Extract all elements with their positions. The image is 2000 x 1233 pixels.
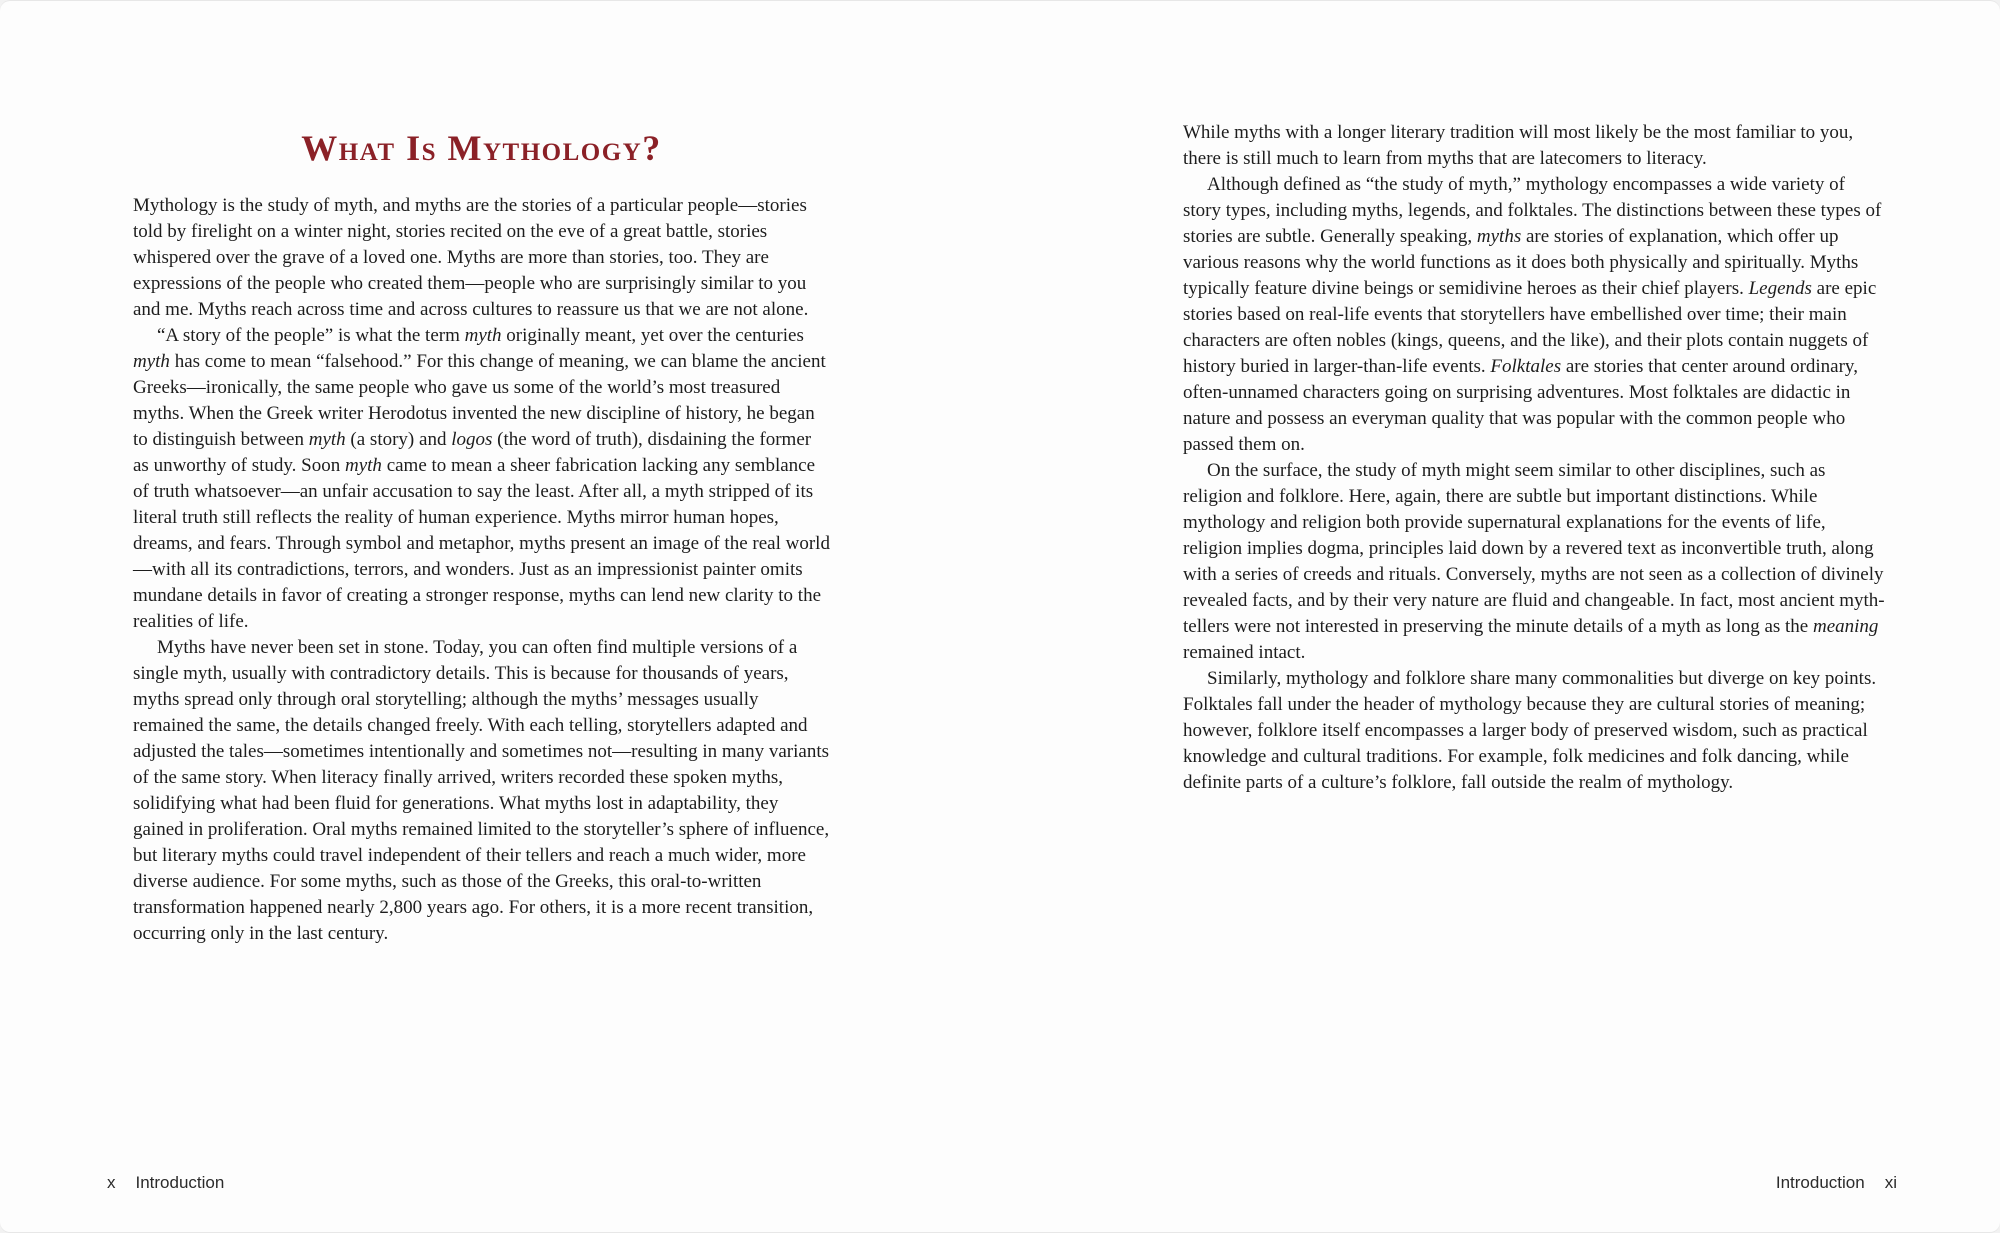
right-page-body <box>1183 120 1885 796</box>
text-segment: “A story of the people” is what the term <box>157 325 465 347</box>
text-segment: myth <box>308 429 346 451</box>
left-page-footer <box>107 1173 224 1193</box>
text-segment: myth <box>133 351 170 373</box>
text-segment: came to mean a sheer fabrication lacking any semblance of truth whatsoever—an unfair accusation to say the least. After all, a myth stripped of its literal truth still reflects the reality of human experience. Myths mirror human hopes, dreams, and fears. Through symbol and metaphor, myths present an image of the real world—with all its contradictions, terrors, and wonders. Just as an impressionist painter omits mundane details in favor of creating a stronger response, myths can lend new clarity to the realities of life. <box>133 455 830 633</box>
chapter-label: Introduction <box>1775 1173 1865 1192</box>
text-segment: are epic stories based on real-life events that storytellers have embellished over time; their main characters are often nobles (kings, queens, and the like), and their plots contain nuggets of history buried in larger-than-life events. <box>1183 278 1877 377</box>
text-segment: Myths have never been set in stone. Today, you can often find multiple versions of a single myth, usually with contradictory details. This is because for thousands of years, myths spread only through oral storytelling; although the myths’ messages usually remained the same, the details changed freely. With each telling, storytellers adapted and adjusted the tales—sometimes intentionally and sometimes not—resulting in many variants of the same story. When literacy finally arrived, writers recorded these spoken myths, solidifying what had been fluid for generations. What myths lost in adaptability, they gained in proliferation. Oral myths remained limited to the storyteller’s sphere of influence, but literary myths could travel independent of their tellers and reach a much wider, more diverse audience. For some myths, such as those of the Greeks, this oral-to-written transformation happened nearly 2,800 years ago. For others, it is a more recent transition, occurring only in the last century. <box>133 637 830 945</box>
text-segment: are stories of explanation, which offer up various reasons why the world functions as it does both physically and spiritually. Myths typically feature divine beings or semidivine heroes as their chief players. <box>1183 226 1859 299</box>
left-page <box>133 0 830 947</box>
text-segment: meaning <box>1813 616 1879 637</box>
text-segment: are stories that center around ordinary, often-unnamed characters going on surprising adventures. Most folktales are didactic in nature and possess an everyman quality that was popular with the common people who passed them on. <box>1183 356 1858 455</box>
text-segment: Folktales <box>1490 356 1562 377</box>
right-page-footer <box>1776 1173 1897 1193</box>
page-number: xi <box>1884 1173 1897 1192</box>
text-segment: remained intact. <box>1183 642 1306 663</box>
text-segment: myth <box>345 455 382 477</box>
page-number: x <box>107 1173 116 1192</box>
paragraph <box>1183 666 1885 796</box>
text-segment: has come to mean “falsehood.” For this change of meaning, we can blame the ancient Greeks—ironically, the same people who gave us some of the world’s most treasured myths. When the Greek writer Herodotus invented the new discipline of history, he began to distinguish between <box>133 351 826 451</box>
left-page-body <box>133 193 830 947</box>
paragraph <box>133 635 830 947</box>
paragraph <box>1183 172 1885 458</box>
paragraph <box>133 323 830 635</box>
paragraph <box>1183 458 1885 666</box>
paragraph <box>133 193 830 323</box>
chapter-title: What Is Mythology? <box>301 128 662 168</box>
right-page <box>1183 0 1885 796</box>
text-segment: (a story) and <box>345 429 452 451</box>
chapter-label: Introduction <box>135 1173 225 1192</box>
text-segment: myth <box>464 325 502 347</box>
paragraph <box>1183 120 1885 172</box>
text-segment: myths <box>1476 226 1522 247</box>
text-segment: On the surface, the study of myth might seem similar to other disciplines, such as religion and folklore. Here, again, there are subtle but important distinctions. While mythology and religion both provide supernatural explanations for the events of life, religion implies dogma, principles laid down by a revered text as inconvertible truth, along with a series of creeds and rituals. Conversely, myths are not seen as a collection of divinely revealed facts, and by their very nature are fluid and changeable. In fact, most ancient myth-tellers were not interested in preserving the minute details of a myth as long as the <box>1183 460 1885 637</box>
text-segment: (the word of truth), disdaining the former as unworthy of study. Soon <box>133 429 812 477</box>
text-segment: Legends <box>1748 278 1812 299</box>
text-segment: originally meant, yet over the centuries <box>501 325 804 347</box>
text-segment: logos <box>451 429 493 451</box>
text-segment: While myths with a longer literary tradition will most likely be the most familiar to you, there is still much to learn from myths that are latecomers to literacy. <box>1183 122 1854 169</box>
text-segment: Similarly, mythology and folklore share many commonalities but diverge on key points. Folktales fall under the header of mythology because they are cultural stories of meaning; however, folklore itself encompasses a larger body of preserved wisdom, such as practical knowledge and cultural traditions. For example, folk medicines and folk dancing, while definite parts of a culture’s folklore, fall outside the realm of mythology. <box>1183 668 1877 793</box>
text-segment: Mythology is the study of myth, and myths are the stories of a particular people—stories told by firelight on a winter night, stories recited on the eve of a great battle, stories whispered over the grave of a loved one. Myths are more than stories, too. They are expressions of the people who created them—people who are surprisingly similar to you and me. Myths reach across time and across cultures to reassure us that we are not alone. <box>133 195 809 321</box>
text-segment: Although defined as “the study of myth,” mythology encompasses a wide variety of story types, including myths, legends, and folktales. The distinctions between these types of stories are subtle. Generally speaking, <box>1183 174 1882 247</box>
